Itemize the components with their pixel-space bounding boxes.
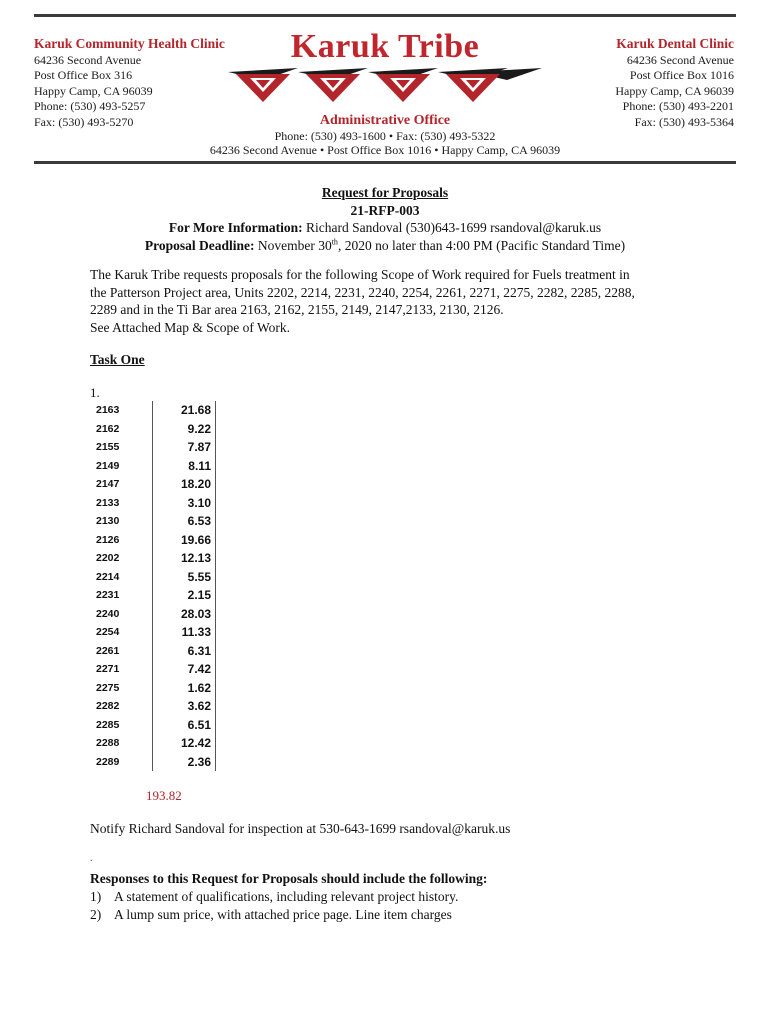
list-item-number: 1) xyxy=(90,889,102,904)
address-line: Post Office Box 1016 xyxy=(629,68,734,83)
acreage-cell: 12.42 xyxy=(153,734,216,753)
unit-number-cell: 2254 xyxy=(96,626,120,639)
fax-line: Fax: (530) 493-5270 xyxy=(34,114,134,129)
fax-line: Fax: (530) 493-5364 xyxy=(634,114,734,129)
top-rule xyxy=(34,14,736,17)
table-row xyxy=(90,642,216,661)
deadline-line xyxy=(0,237,770,255)
unit-number-cell: 2214 xyxy=(96,570,120,583)
acreage-cell: 6.31 xyxy=(153,642,216,661)
unit-number-cell: 2162 xyxy=(96,422,120,435)
acreage-cell: 19.66 xyxy=(153,531,216,550)
acreage-cell: 9.22 xyxy=(153,420,216,439)
task-heading: Task One xyxy=(90,352,145,367)
administrative-office-label: Administrative Office xyxy=(319,113,451,128)
info-label: For More Information: xyxy=(168,220,303,235)
acreage-cell: 3.10 xyxy=(153,494,216,513)
table-row xyxy=(90,549,216,568)
table-row xyxy=(90,586,216,605)
unit-number-cell: 2163 xyxy=(96,404,120,417)
unit-number-cell: 2130 xyxy=(96,515,120,528)
rfp-number: 21-RFP-003 xyxy=(350,202,420,218)
address-line: Happy Camp, CA 96039 xyxy=(615,83,734,98)
list-item xyxy=(90,906,458,924)
unit-number-cell: 2126 xyxy=(96,533,120,546)
table-row xyxy=(90,734,216,753)
deadline-date: November 30 xyxy=(254,237,332,253)
deadline-label: Proposal Deadline: xyxy=(144,237,255,253)
health-clinic-name: Karuk Community Health Clinic xyxy=(34,36,225,51)
unit-number-cell: 2282 xyxy=(96,700,120,713)
rfp-title: Request for Proposals xyxy=(321,185,449,200)
table-row xyxy=(90,605,216,624)
notify-line: Notify Richard Sandoval for inspection at 530-643-1699 rsandoval@karuk.us xyxy=(90,821,511,836)
unit-number-cell: 2133 xyxy=(96,496,120,509)
unit-number-cell: 2288 xyxy=(96,737,120,750)
phone-line: Phone: (530) 493-2201 xyxy=(622,99,734,114)
acreage-cell: 1.62 xyxy=(153,679,216,698)
deadline-time: , 2020 no later than 4:00 PM (Pacific Standard Time) xyxy=(337,237,626,253)
list-item-number: 2) xyxy=(90,906,102,922)
deadline-suffix: th xyxy=(331,237,338,246)
task-item-number: 1. xyxy=(90,385,100,400)
acreage-cell: 7.87 xyxy=(153,438,216,457)
acreage-cell: 6.53 xyxy=(153,512,216,531)
unit-number-cell: 2240 xyxy=(96,607,120,620)
table-row xyxy=(90,697,216,716)
table-row xyxy=(90,420,216,439)
info-value: Richard Sandoval (530)643-1699 rsandoval@karuk.us xyxy=(302,220,602,235)
admin-contact-line: Phone: (530) 493-1600 • Fax: (530) 493-5322 xyxy=(274,129,496,143)
dental-clinic-name: Karuk Dental Clinic xyxy=(616,36,734,51)
responses-list xyxy=(90,888,458,923)
phone-line: Phone: (530) 493-5257 xyxy=(34,99,146,114)
table-row xyxy=(90,475,216,494)
table-row xyxy=(90,531,216,550)
dental-clinic-address xyxy=(615,36,734,131)
intro-paragraph xyxy=(90,266,690,336)
address-line: 64236 Second Avenue xyxy=(626,52,734,67)
acreage-cell: 21.68 xyxy=(153,401,216,420)
acreage-cell: 5.55 xyxy=(153,568,216,587)
acreage-cell: 18.20 xyxy=(153,475,216,494)
list-item-text: A lump sum price, with attached price page. Line item charges xyxy=(114,906,452,922)
table-row xyxy=(90,457,216,476)
acreage-cell: 8.11 xyxy=(153,457,216,476)
table-row xyxy=(90,401,216,420)
unit-number-cell: 2285 xyxy=(96,718,120,731)
table-row xyxy=(90,660,216,679)
unit-number-cell: 2271 xyxy=(96,663,120,676)
acreage-total: 193.82 xyxy=(146,788,182,803)
tribe-title: Karuk Tribe xyxy=(290,28,480,65)
bottom-rule xyxy=(34,161,736,164)
rfp-header xyxy=(0,184,770,254)
table-row xyxy=(90,679,216,698)
intro-line: 2289 and in the Ti Bar area 2163, 2162, 2155, 2149, 2147,2133, 2130, 2126. xyxy=(90,302,504,317)
acreage-cell: 7.42 xyxy=(153,660,216,679)
acreage-cell: 12.13 xyxy=(153,549,216,568)
table-row xyxy=(90,438,216,457)
table-row xyxy=(90,494,216,513)
units-table xyxy=(90,401,216,771)
intro-line: See Attached Map & Scope of Work. xyxy=(90,319,290,335)
unit-number-cell: 2149 xyxy=(96,459,120,472)
unit-number-cell: 2231 xyxy=(96,589,120,602)
list-item xyxy=(90,888,458,906)
table-row xyxy=(90,512,216,531)
unit-number-cell: 2147 xyxy=(96,478,120,491)
acreage-cell: 28.03 xyxy=(153,605,216,624)
intro-line: the Patterson Project area, Units 2202, 2214, 2231, 2240, 2254, 2261, 2271, 2275, 2282, 2285, 2288, xyxy=(90,284,635,300)
unit-number-cell: 2289 xyxy=(96,755,120,768)
table-row xyxy=(90,568,216,587)
table-row xyxy=(90,716,216,735)
acreage-cell: 11.33 xyxy=(153,623,216,642)
unit-number-cell: 2275 xyxy=(96,681,120,694)
table-row xyxy=(90,753,216,772)
unit-number-cell: 2155 xyxy=(96,441,120,454)
admin-address-line: 64236 Second Avenue • Post Office Box 1016 • Happy Camp, CA 96039 xyxy=(209,143,561,157)
acreage-cell: 2.15 xyxy=(153,586,216,605)
acreage-cell: 6.51 xyxy=(153,716,216,735)
acreage-cell: 3.62 xyxy=(153,697,216,716)
address-line: Post Office Box 316 xyxy=(34,68,133,83)
address-line: Happy Camp, CA 96039 xyxy=(34,83,153,98)
unit-number-cell: 2202 xyxy=(96,552,120,565)
acreage-cell: 2.36 xyxy=(153,753,216,772)
table-row xyxy=(90,623,216,642)
list-item-text: A statement of qualifications, including relevant project history. xyxy=(114,889,459,904)
stray-mark: . xyxy=(90,853,93,864)
responses-heading: Responses to this Request for Proposals should include the following: xyxy=(90,871,488,886)
address-line: 64236 Second Avenue xyxy=(34,52,142,67)
tribal-emblem-logo xyxy=(228,66,542,106)
info-line xyxy=(0,219,770,237)
unit-number-cell: 2261 xyxy=(96,644,120,657)
intro-line: The Karuk Tribe requests proposals for the following Scope of Work required for Fuels treatment in xyxy=(90,267,630,282)
